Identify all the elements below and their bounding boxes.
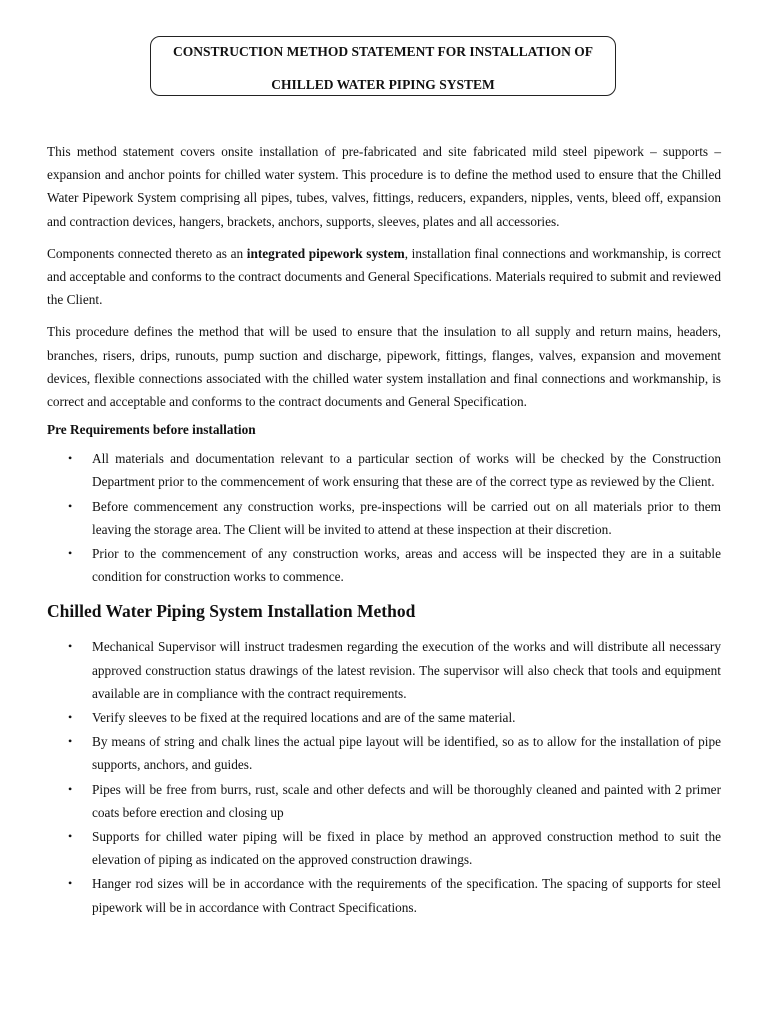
list-item-text: Supports for chilled water piping will be fixed in place by method an approved construction method to suit the elevation of piping as indicated on the approved construction drawings.: [92, 829, 721, 868]
list-item-text: All materials and documentation relevant to a particular section of works will be checked by the Construction Department prior to the commencement of work ensuring that these are of the correct type as reviewed by the Client.: [92, 451, 721, 490]
title-line-2: CHILLED WATER PIPING SYSTEM: [271, 77, 495, 92]
bullet-icon: •: [68, 639, 73, 654]
method-list: [47, 635, 721, 918]
list-item-text: Pipes will be free from burrs, rust, scale and other defects and will be thoroughly cleaned and painted with 2 primer coats before erection and closing up: [92, 781, 721, 820]
list-item-text: Before commencement any construction works, pre-inspections will be carried out on all materials prior to them leaving the storage area. The Client will be invited to attend at these inspection at their discretion.: [92, 498, 721, 537]
list-item: [47, 825, 721, 871]
list-item: [47, 706, 721, 729]
bullet-icon: •: [68, 734, 73, 749]
title-line-1: CONSTRUCTION METHOD STATEMENT FOR INSTALLATION OF: [173, 44, 593, 59]
list-item: [47, 495, 721, 541]
list-item: [47, 542, 721, 588]
bullet-icon: •: [68, 451, 73, 466]
intro-paragraph-3: This procedure defines the method that will be used to ensure that the insulation to all supply and return mains, headers, branches, risers, drips, runouts, pump suction and discharge, pipework, fittings, flanges, valves, expansion and movement devices, flexible connections associated with the chilled water system installation and final connections and workmanship, is correct and acceptable and conforms to the contract documents and General Specification.: [47, 324, 721, 410]
document-body: [47, 140, 721, 920]
bullet-icon: •: [68, 546, 73, 561]
intro-p2-bold: integrated pipework system: [246, 245, 405, 261]
list-item-text: Verify sleeves to be fixed at the required locations and are of the same material.: [92, 710, 516, 726]
list-item-text: Prior to the commencement of any construction works, areas and access will be inspected they are in a suitable condition for construction works to commence.: [92, 546, 721, 585]
intro-paragraph-2: [47, 242, 721, 312]
list-item: [47, 635, 721, 705]
list-item: [47, 872, 721, 918]
intro-p2-text-before: Components connected thereto as an: [47, 245, 247, 261]
prereq-list: [47, 447, 721, 588]
list-item-text: Hanger rod sizes will be in accordance with the requirements of the specification. The spacing of supports for steel pipework will be in accordance with Contract Specifications.: [92, 876, 721, 915]
intro-paragraph-1: This method statement covers onsite installation of pre-fabricated and site fabricated mild steel pipework – supports – expansion and anchor points for chilled water system. This procedure is to define the method used to ensure that the Chilled Water Pipework System comprising all pipes, tubes, valves, fittings, reducers, expanders, nipples, vents, bleed off, expansion and contraction devices, hangers, brackets, anchors, supports, sleeves, plates and all accessories.: [47, 144, 721, 229]
bullet-icon: •: [68, 498, 73, 513]
list-item-text: By means of string and chalk lines the actual pipe layout will be identified, so as to allow for the installation of pipe supports, anchors, and guides.: [92, 734, 721, 773]
method-heading: Chilled Water Piping System Installation Method: [47, 601, 416, 622]
list-item: [47, 730, 721, 776]
list-item: [47, 778, 721, 824]
prereq-heading: Pre Requirements before installation: [47, 422, 256, 438]
bullet-icon: •: [68, 829, 73, 844]
bullet-icon: •: [68, 876, 73, 891]
list-item: [47, 447, 721, 493]
bullet-icon: •: [68, 710, 73, 725]
bullet-icon: •: [68, 781, 73, 796]
intro-p2-text-after: , installation final connections and workmanship, is correct and acceptable and conforms to the contract documents and General Specifications. Materials required to submit and reviewed the Client.: [47, 245, 721, 308]
list-item-text: Mechanical Supervisor will instruct tradesmen regarding the execution of the works and will distribute all necessary approved construction status drawings of the latest revision. The supervisor will also check that tools and equipment available are in compliance with the contract requirements.: [92, 639, 721, 701]
title-box: [150, 36, 616, 96]
